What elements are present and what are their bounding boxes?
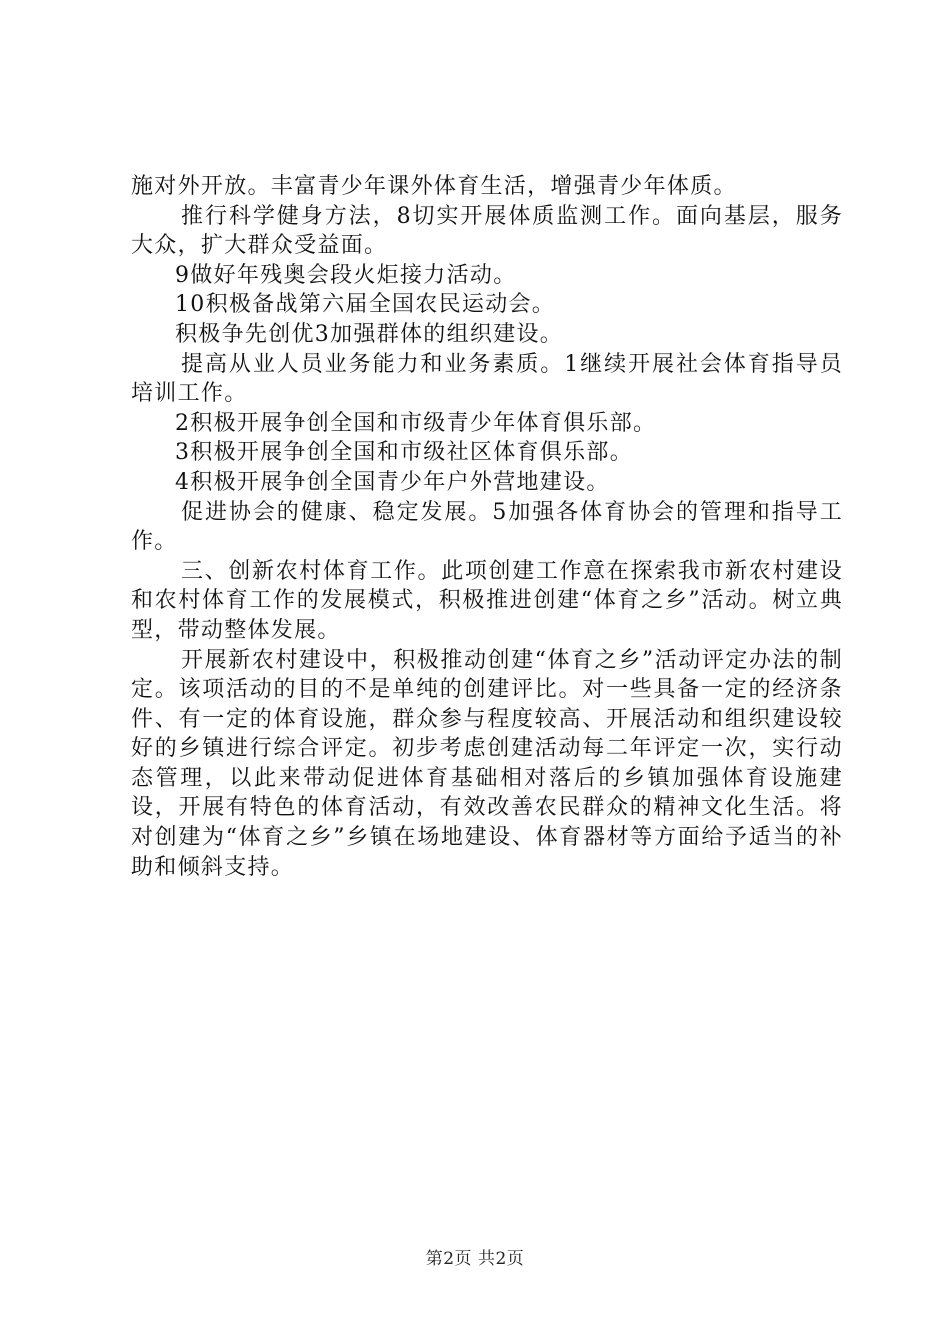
paragraph-1: 施对外开放。丰富青少年课外体育生活，增强青少年体质。 bbox=[131, 174, 737, 199]
paragraph-7: 2积极开展争创全国和市级青少年体育俱乐部。 bbox=[175, 410, 657, 436]
paragraph-12: 开展新农村建设中，积极推动创建“体育之乡”活动评定办法的制定。该项活动的目的不是单纯的创建评比。对一些具备一定的经济条件、有一定的体育设施，群众参与程度较高、开展活动和组织建设较好的乡镇进行综合评定。初步考虑创建活动每二年评定一次，实行动态管理，以此来带动促进体育基础相对落后的乡镇加强体育设施建设，开展有特色的体育活动，有效改善农民群众的精神文化生活。将对创建为“体育之乡”乡镇在场地建设、体育器材等方面给予适当的补助和倾斜支持。 bbox=[131, 647, 843, 880]
paragraph-10: 促进协会的健康、稳定发展。5加强各体育协会的管理和指导工作。 bbox=[131, 499, 843, 555]
paragraph-2: 推行科学健身方法，8切实开展体质监测工作。面向基层，服务大众，扩大群众受益面。 bbox=[131, 203, 843, 259]
paragraph-6: 提高从业人员业务能力和业务素质。1继续开展社会体育指导员培训工作。 bbox=[131, 351, 843, 407]
paragraph-9: 4积极开展争创全国青少年户外营地建设。 bbox=[175, 469, 610, 495]
paragraph-8: 3积极开展争创全国和市级社区体育俱乐部。 bbox=[175, 440, 633, 466]
paragraph-4: 10积极备战第六届全国农民运动会。 bbox=[175, 292, 556, 318]
document-body bbox=[131, 172, 843, 882]
page-number-footer: 第2页 共2页 bbox=[425, 1249, 525, 1269]
paragraph-11: 三、创新农村体育工作。此项创建工作意在探索我市新农村建设和农村体育工作的发展模式，积极推进创建“体育之乡”活动。树立典型，带动整体发展。 bbox=[131, 558, 843, 643]
paragraph-5: 积极争先创优3加强群体的组织建设。 bbox=[175, 321, 564, 347]
paragraph-3: 9做好年残奥会段火炬接力活动。 bbox=[175, 262, 517, 288]
